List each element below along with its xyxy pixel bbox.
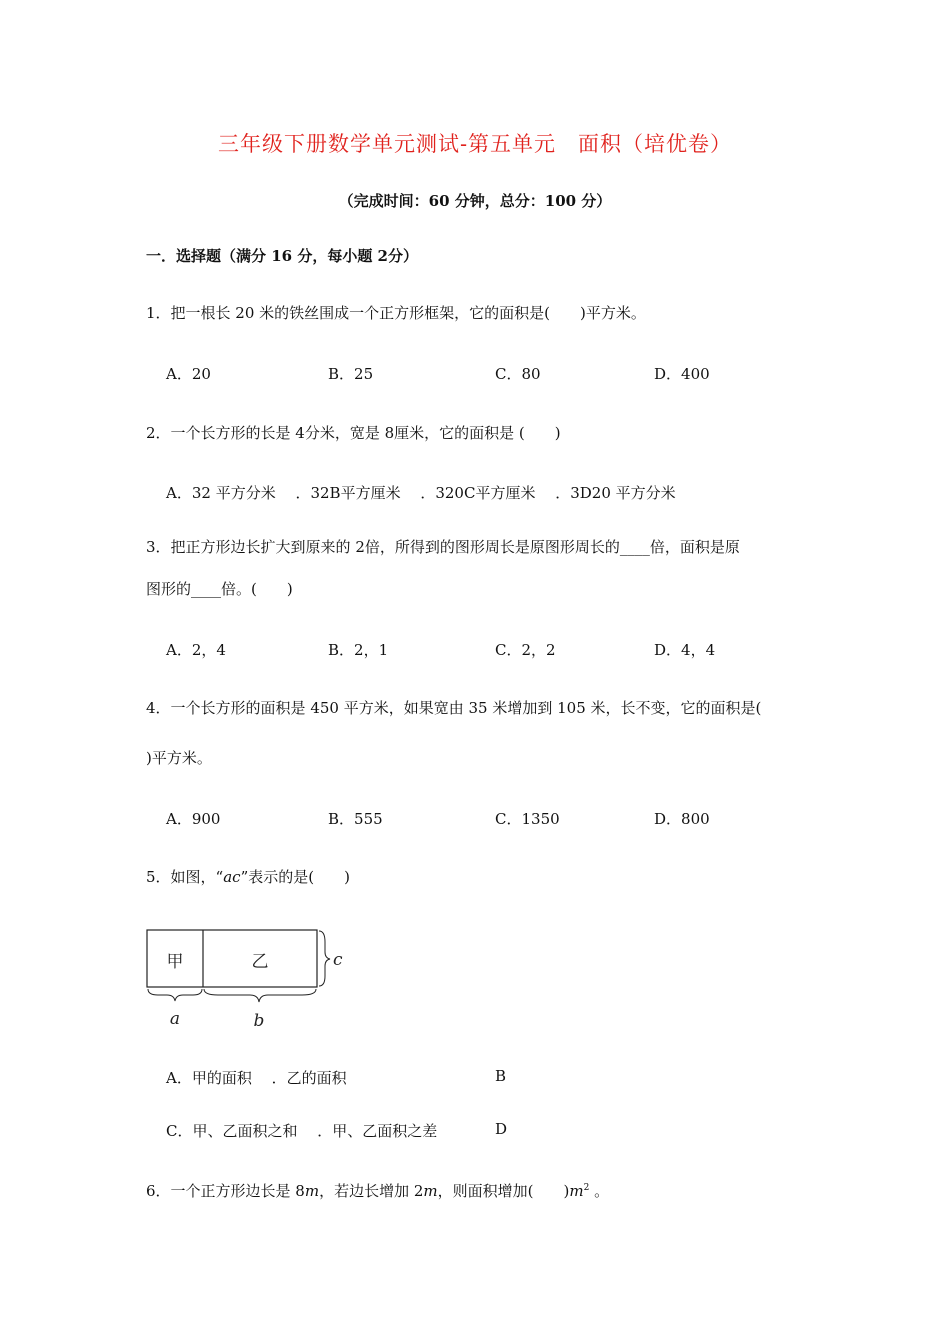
figure-label-c: c (333, 950, 343, 970)
q4-option-b: B．555 (328, 810, 383, 828)
figure-label-a: a (169, 1009, 181, 1029)
q6-text-1: 6．一个正方形边长是 8 (146, 1182, 305, 1200)
question-3-line-1: 3．把正方形边长扩大到原来的 2倍，所得到的图形周长是原图形周长的____倍，面积是原 (146, 538, 740, 556)
question-4-line-2: )平方米。 (146, 749, 212, 767)
q4-option-a: A．900 (166, 810, 221, 828)
q1-option-d: D．400 (654, 365, 710, 383)
q3-option-b: B．2，1 (328, 641, 389, 659)
q5-prefix: 5．如图，“ (146, 868, 224, 886)
q4-option-d: D．800 (654, 810, 710, 828)
q4-option-c: C．1350 (495, 810, 560, 828)
question-2: 2．一个长方形的长是 4分米，宽是 8厘米，它的面积是 ( ) (146, 424, 561, 442)
brace-b (204, 989, 316, 1002)
area-figure (140, 922, 360, 1037)
question-1: 1．把一根长 20 米的铁丝围成一个正方形框架，它的面积是( )平方米。 (146, 304, 646, 322)
q5-variable: ac (223, 868, 241, 886)
figure-label-b: b (253, 1011, 265, 1031)
brace-c (319, 931, 330, 986)
q1-option-a: A．20 (166, 365, 211, 383)
q5-option-d: D (495, 1120, 508, 1138)
q6-unit-1: m (304, 1182, 320, 1200)
brace-a (148, 989, 202, 1001)
q5-option-b: B (495, 1067, 507, 1085)
figure-label-jia: 甲 (166, 952, 184, 972)
q5-option-a: A．甲的面积 ．乙的面积 (166, 1069, 347, 1087)
q6-unit-3: m (569, 1182, 584, 1200)
figure-label-yi: 乙 (251, 952, 269, 972)
question-5 (146, 866, 350, 887)
q2-options: A．32 平方分米 ．32B平方厘米 ．320C平方厘米 ．3D20 平方分米 (166, 484, 676, 502)
page-subtitle: （完成时间：60 分钟，总分：100 分） (338, 192, 612, 210)
q3-option-a: A．2，4 (166, 641, 226, 659)
q6-text-4: 。 (589, 1182, 610, 1200)
question-6 (146, 1180, 609, 1201)
q1-option-c: C．80 (495, 365, 541, 383)
q5-option-c: C．甲、乙面积之和 ．甲、乙面积之差 (166, 1122, 438, 1140)
q6-unit-2: m (423, 1182, 438, 1200)
page-title: 三年级下册数学单元测试-第五单元 面积（培优卷） (217, 132, 733, 156)
q6-superscript: 2 (583, 1183, 590, 1193)
section-heading: 一．选择题（满分 16 分，每小题 2分） (146, 247, 418, 265)
question-4-line-1: 4．一个长方形的面积是 450 平方米，如果宽由 35 米增加到 105 米，长不变，它的面积是( (146, 699, 762, 717)
q1-option-b: B．25 (328, 365, 374, 383)
q3-option-c: C．2，2 (495, 641, 556, 659)
question-3-line-2: 图形的____倍。( ) (146, 580, 293, 598)
q3-option-d: D．4，4 (654, 641, 716, 659)
q5-suffix: ”表示的是( ) (240, 868, 350, 886)
q6-text-2: ，若边长增加 2 (319, 1182, 424, 1200)
q6-text-3: ，则面积增加( ) (437, 1182, 570, 1200)
